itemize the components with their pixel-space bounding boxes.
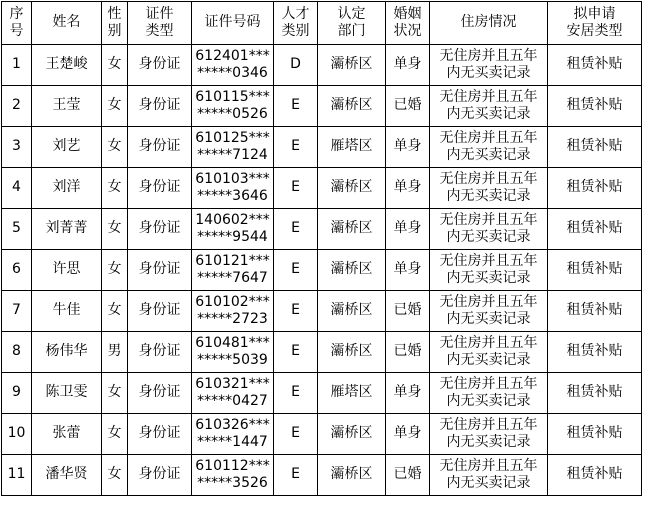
cell-marital-text: 单身	[393, 425, 422, 442]
cell-apply-type-text: 租赁补贴	[566, 302, 623, 319]
table-row	[2, 168, 642, 209]
cell-id-number-text: 610112***	[195, 457, 270, 474]
cell-talent-category	[274, 455, 318, 496]
cell-dept	[318, 127, 386, 168]
cell-name	[32, 373, 102, 414]
cell-seq-text: 9	[12, 384, 21, 401]
cell-id-number-text: *****3646	[197, 188, 268, 204]
cell-seq	[2, 291, 32, 332]
cell-gender	[102, 168, 128, 209]
cell-housing-text: 无住房并且五年	[439, 252, 538, 269]
cell-apply-type-text: 租赁补贴	[566, 466, 623, 483]
cell-gender-text: 女	[107, 56, 122, 73]
cell-gender-text: 女	[107, 384, 122, 401]
table-row	[2, 455, 642, 496]
cell-seq-text: 4	[12, 179, 21, 196]
cell-dept-text: 灞桥区	[330, 56, 373, 73]
cell-id-type	[128, 127, 192, 168]
cell-gender	[102, 332, 128, 373]
cell-id-number-text: *****5039	[197, 352, 268, 368]
header-apply-type: 拟申请 安居类型	[548, 2, 642, 45]
cell-talent-category-text: E	[291, 384, 300, 401]
cell-id-number	[192, 250, 274, 291]
cell-seq	[2, 414, 32, 455]
cell-talent-category-text: E	[291, 261, 300, 278]
cell-apply-type-text: 租赁补贴	[566, 56, 623, 73]
cell-name-text: 牛佳	[52, 302, 81, 319]
cell-housing-text: 无住房并且五年	[439, 170, 538, 187]
cell-name-text: 刘菁菁	[45, 220, 88, 237]
table-row	[2, 45, 642, 86]
header-seq: 序 号	[2, 2, 32, 45]
header-name: 姓名	[32, 2, 102, 45]
cell-name	[32, 168, 102, 209]
cell-apply-type	[548, 250, 642, 291]
cell-housing-text: 内无买卖记录	[446, 352, 531, 368]
cell-id-type-text: 身份证	[138, 425, 181, 442]
cell-talent-category-text: E	[291, 97, 300, 114]
cell-apply-type	[548, 127, 642, 168]
cell-dept-text: 灞桥区	[330, 179, 373, 196]
cell-talent-category	[274, 45, 318, 86]
cell-id-number	[192, 209, 274, 250]
header-id-type: 证件 类型	[128, 2, 192, 45]
cell-seq	[2, 332, 32, 373]
cell-talent-category-text: E	[291, 179, 300, 196]
header-marital: 婚姻 状况	[386, 2, 430, 45]
cell-name	[32, 414, 102, 455]
cell-marital-text: 单身	[393, 138, 422, 155]
cell-talent-category	[274, 250, 318, 291]
table-body	[2, 45, 642, 496]
cell-seq-text: 6	[12, 261, 21, 278]
cell-dept-text: 灞桥区	[330, 302, 373, 319]
cell-id-number-text: 610326***	[195, 416, 270, 433]
cell-gender	[102, 127, 128, 168]
cell-housing-text: 无住房并且五年	[439, 47, 538, 64]
cell-housing-text: 内无买卖记录	[446, 311, 531, 327]
cell-gender	[102, 455, 128, 496]
cell-name-text: 张蕾	[52, 425, 81, 442]
cell-id-number-text: *****2723	[197, 311, 268, 327]
cell-housing-text: 内无买卖记录	[446, 147, 531, 163]
cell-id-type-text: 身份证	[138, 179, 181, 196]
cell-seq-text: 7	[12, 302, 21, 319]
cell-marital	[386, 127, 430, 168]
cell-marital-text: 已婚	[393, 97, 422, 114]
cell-gender-text: 女	[107, 220, 122, 237]
cell-marital	[386, 414, 430, 455]
cell-gender	[102, 373, 128, 414]
header-talent-category: 人才 类别	[274, 2, 318, 45]
cell-seq	[2, 455, 32, 496]
cell-gender-text: 女	[107, 97, 122, 114]
cell-name	[32, 86, 102, 127]
cell-housing-text: 内无买卖记录	[446, 270, 531, 286]
cell-dept	[318, 168, 386, 209]
cell-seq-text: 3	[12, 138, 21, 155]
cell-housing-text: 无住房并且五年	[439, 293, 538, 310]
cell-marital-text: 单身	[393, 179, 422, 196]
cell-id-type-text: 身份证	[138, 97, 181, 114]
table-row	[2, 332, 642, 373]
cell-gender-text: 女	[107, 138, 122, 155]
cell-apply-type	[548, 168, 642, 209]
cell-housing-text: 内无买卖记录	[446, 65, 531, 81]
cell-talent-category	[274, 414, 318, 455]
cell-housing-text: 内无买卖记录	[446, 188, 531, 204]
cell-dept-text: 灞桥区	[330, 425, 373, 442]
cell-housing	[430, 250, 548, 291]
cell-seq-text: 10	[7, 425, 26, 442]
cell-id-number	[192, 86, 274, 127]
cell-apply-type	[548, 332, 642, 373]
cell-apply-type	[548, 291, 642, 332]
cell-gender-text: 男	[107, 343, 122, 360]
talent-housing-table	[1, 1, 642, 496]
cell-id-number-text: *****7647	[197, 270, 268, 286]
cell-seq-text: 1	[12, 56, 21, 73]
cell-marital-text: 单身	[393, 384, 422, 401]
cell-apply-type-text: 租赁补贴	[566, 220, 623, 237]
cell-seq	[2, 127, 32, 168]
cell-seq-text: 2	[12, 97, 21, 114]
cell-marital	[386, 332, 430, 373]
cell-id-number-text: 610103***	[195, 170, 270, 187]
cell-talent-category-text: E	[291, 425, 300, 442]
cell-seq	[2, 45, 32, 86]
cell-marital	[386, 209, 430, 250]
header-housing: 住房情况	[430, 2, 548, 45]
cell-seq	[2, 209, 32, 250]
table-row	[2, 209, 642, 250]
cell-name-text: 刘洋	[52, 179, 81, 196]
table-row	[2, 291, 642, 332]
cell-housing-text: 无住房并且五年	[439, 416, 538, 433]
cell-dept-text: 灞桥区	[330, 261, 373, 278]
cell-id-number	[192, 373, 274, 414]
cell-talent-category-text: E	[291, 138, 300, 155]
cell-seq	[2, 86, 32, 127]
cell-apply-type-text: 租赁补贴	[566, 138, 623, 155]
cell-marital	[386, 291, 430, 332]
cell-name-text: 潘华贤	[45, 466, 88, 483]
cell-talent-category	[274, 168, 318, 209]
table-row	[2, 414, 642, 455]
cell-housing-text: 内无买卖记录	[446, 434, 531, 450]
cell-marital-text: 已婚	[393, 466, 422, 483]
cell-talent-category-text: E	[291, 302, 300, 319]
cell-talent-category	[274, 291, 318, 332]
cell-id-type-text: 身份证	[138, 302, 181, 319]
cell-gender-text: 女	[107, 466, 122, 483]
cell-housing-text: 无住房并且五年	[439, 375, 538, 392]
cell-seq-text: 5	[12, 220, 21, 237]
cell-dept-text: 雁塔区	[330, 384, 373, 401]
cell-apply-type	[548, 86, 642, 127]
cell-id-number-text: *****7124	[197, 147, 268, 163]
cell-id-type-text: 身份证	[138, 261, 181, 278]
cell-dept	[318, 45, 386, 86]
cell-talent-category-text: D	[290, 56, 301, 73]
cell-marital	[386, 168, 430, 209]
cell-marital	[386, 250, 430, 291]
cell-gender	[102, 86, 128, 127]
cell-id-number-text: 610321***	[195, 375, 270, 392]
table-header	[2, 2, 642, 45]
cell-id-type	[128, 168, 192, 209]
cell-id-number-text: 612401***	[195, 47, 270, 64]
cell-dept	[318, 86, 386, 127]
cell-dept-text: 灞桥区	[330, 220, 373, 237]
cell-id-type-text: 身份证	[138, 466, 181, 483]
cell-housing-text: 无住房并且五年	[439, 88, 538, 105]
cell-seq-text: 8	[12, 343, 21, 360]
cell-name-text: 刘艺	[52, 138, 81, 155]
cell-dept-text: 灞桥区	[330, 343, 373, 360]
cell-name-text: 杨伟华	[45, 343, 88, 360]
cell-id-number	[192, 414, 274, 455]
cell-id-type	[128, 209, 192, 250]
cell-housing-text: 无住房并且五年	[439, 457, 538, 474]
cell-id-type	[128, 373, 192, 414]
cell-id-number	[192, 291, 274, 332]
table-row	[2, 127, 642, 168]
cell-housing-text: 内无买卖记录	[446, 393, 531, 409]
cell-housing-text: 内无买卖记录	[446, 106, 531, 122]
cell-apply-type	[548, 373, 642, 414]
cell-id-type	[128, 250, 192, 291]
cell-id-number	[192, 127, 274, 168]
cell-name	[32, 209, 102, 250]
cell-marital-text: 单身	[393, 220, 422, 237]
cell-housing	[430, 168, 548, 209]
cell-name-text: 王莹	[52, 97, 81, 114]
cell-gender	[102, 250, 128, 291]
cell-housing-text: 无住房并且五年	[439, 211, 538, 228]
cell-id-type	[128, 291, 192, 332]
cell-gender-text: 女	[107, 425, 122, 442]
cell-marital-text: 单身	[393, 56, 422, 73]
cell-id-type	[128, 455, 192, 496]
cell-id-number-text: *****1447	[197, 434, 268, 450]
cell-dept	[318, 291, 386, 332]
cell-id-number-text: 610121***	[195, 252, 270, 269]
cell-talent-category	[274, 373, 318, 414]
cell-id-number-text: 140602***	[195, 211, 270, 228]
cell-dept-text: 雁塔区	[330, 138, 373, 155]
cell-seq	[2, 373, 32, 414]
cell-apply-type-text: 租赁补贴	[566, 261, 623, 278]
cell-name	[32, 250, 102, 291]
cell-name	[32, 45, 102, 86]
cell-id-number-text: 610481***	[195, 334, 270, 351]
cell-housing	[430, 373, 548, 414]
cell-gender	[102, 414, 128, 455]
table-row	[2, 250, 642, 291]
cell-name	[32, 455, 102, 496]
cell-dept	[318, 250, 386, 291]
cell-gender-text: 女	[107, 261, 122, 278]
cell-name-text: 王楚峻	[45, 56, 88, 73]
header-gender: 性 别	[102, 2, 128, 45]
cell-id-type	[128, 86, 192, 127]
cell-apply-type	[548, 455, 642, 496]
cell-talent-category	[274, 209, 318, 250]
cell-housing	[430, 209, 548, 250]
cell-gender-text: 女	[107, 302, 122, 319]
cell-housing	[430, 86, 548, 127]
cell-marital	[386, 86, 430, 127]
cell-id-type-text: 身份证	[138, 56, 181, 73]
cell-id-number-text: *****9544	[197, 229, 268, 245]
cell-housing-text: 无住房并且五年	[439, 129, 538, 146]
cell-gender	[102, 209, 128, 250]
cell-name	[32, 291, 102, 332]
cell-housing-text: 内无买卖记录	[446, 229, 531, 245]
cell-id-number-text: *****0526	[197, 106, 268, 122]
cell-dept	[318, 332, 386, 373]
table-row	[2, 86, 642, 127]
cell-id-number-text: *****3526	[197, 475, 268, 491]
cell-housing	[430, 291, 548, 332]
cell-id-number-text: *****0346	[197, 65, 268, 81]
cell-apply-type	[548, 45, 642, 86]
cell-talent-category	[274, 332, 318, 373]
cell-id-number-text: 610125***	[195, 129, 270, 146]
cell-name-text: 陈卫雯	[45, 384, 88, 401]
cell-marital-text: 已婚	[393, 343, 422, 360]
cell-marital	[386, 455, 430, 496]
cell-housing	[430, 332, 548, 373]
cell-apply-type-text: 租赁补贴	[566, 384, 623, 401]
cell-marital-text: 已婚	[393, 302, 422, 319]
table-row	[2, 373, 642, 414]
cell-id-number	[192, 332, 274, 373]
cell-talent-category	[274, 127, 318, 168]
header-row	[2, 2, 642, 45]
cell-id-type	[128, 414, 192, 455]
cell-name-text: 许思	[52, 261, 81, 278]
cell-id-number-text: 610115***	[195, 88, 270, 105]
cell-apply-type-text: 租赁补贴	[566, 343, 623, 360]
cell-marital-text: 单身	[393, 261, 422, 278]
cell-id-number	[192, 45, 274, 86]
cell-marital	[386, 373, 430, 414]
cell-housing	[430, 455, 548, 496]
cell-seq	[2, 250, 32, 291]
cell-seq	[2, 168, 32, 209]
cell-id-type	[128, 332, 192, 373]
cell-apply-type-text: 租赁补贴	[566, 97, 623, 114]
cell-dept-text: 灞桥区	[330, 97, 373, 114]
cell-id-number-text: 610102***	[195, 293, 270, 310]
cell-dept	[318, 455, 386, 496]
cell-housing	[430, 127, 548, 168]
cell-talent-category	[274, 86, 318, 127]
cell-gender	[102, 291, 128, 332]
cell-dept	[318, 414, 386, 455]
cell-housing	[430, 45, 548, 86]
cell-talent-category-text: E	[291, 343, 300, 360]
cell-seq-text: 11	[7, 466, 26, 483]
header-dept: 认定 部门	[318, 2, 386, 45]
cell-name	[32, 332, 102, 373]
cell-id-type-text: 身份证	[138, 384, 181, 401]
cell-talent-category-text: E	[291, 220, 300, 237]
cell-apply-type-text: 租赁补贴	[566, 179, 623, 196]
cell-dept-text: 灞桥区	[330, 466, 373, 483]
cell-dept	[318, 209, 386, 250]
cell-gender-text: 女	[107, 179, 122, 196]
cell-apply-type-text: 租赁补贴	[566, 425, 623, 442]
cell-apply-type	[548, 209, 642, 250]
cell-id-type-text: 身份证	[138, 220, 181, 237]
cell-dept	[318, 373, 386, 414]
cell-housing	[430, 414, 548, 455]
cell-housing-text: 内无买卖记录	[446, 475, 531, 491]
cell-id-number	[192, 168, 274, 209]
cell-id-type-text: 身份证	[138, 343, 181, 360]
cell-id-type-text: 身份证	[138, 138, 181, 155]
cell-gender	[102, 45, 128, 86]
cell-housing-text: 无住房并且五年	[439, 334, 538, 351]
cell-marital	[386, 45, 430, 86]
cell-name	[32, 127, 102, 168]
cell-id-type	[128, 45, 192, 86]
cell-id-number	[192, 455, 274, 496]
cell-apply-type	[548, 414, 642, 455]
cell-talent-category-text: E	[291, 466, 300, 483]
cell-id-number-text: *****0427	[197, 393, 268, 409]
header-id-number: 证件号码	[192, 2, 274, 45]
